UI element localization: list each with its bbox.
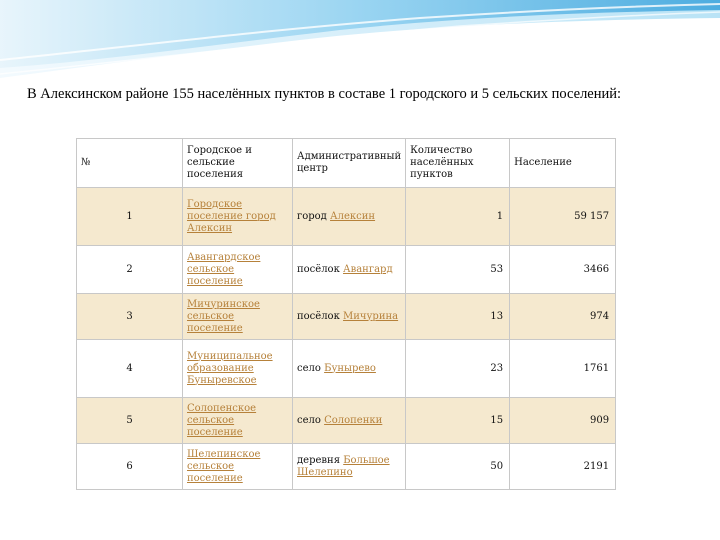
table-row bbox=[77, 294, 616, 340]
settlements-table bbox=[76, 138, 616, 490]
cell-num: 4 bbox=[77, 340, 183, 398]
center-link[interactable]: Большое Шелепино bbox=[297, 454, 390, 478]
cell-num: 1 bbox=[77, 188, 183, 246]
cell-count: 13 bbox=[406, 294, 510, 340]
table-row bbox=[77, 398, 616, 444]
header-population: Население bbox=[510, 139, 616, 188]
center-link[interactable]: Солопенки bbox=[324, 414, 383, 426]
table-row bbox=[77, 246, 616, 294]
cell-count: 50 bbox=[406, 444, 510, 490]
cell-num: 5 bbox=[77, 398, 183, 444]
cell-count: 23 bbox=[406, 340, 510, 398]
settlement-link[interactable]: Авангардское сельское поселение bbox=[187, 251, 261, 287]
cell-num: 3 bbox=[77, 294, 183, 340]
cell-population: 2191 bbox=[510, 444, 616, 490]
center-prefix: посёлок bbox=[297, 310, 340, 322]
cell-population: 59 157 bbox=[510, 188, 616, 246]
cell-population: 1761 bbox=[510, 340, 616, 398]
cell-count: 15 bbox=[406, 398, 510, 444]
cell-population: 3466 bbox=[510, 246, 616, 294]
table-row bbox=[77, 444, 616, 490]
settlement-link[interactable]: Шелепинское сельское поселение bbox=[187, 448, 261, 484]
cell-population: 909 bbox=[510, 398, 616, 444]
center-prefix: деревня bbox=[297, 454, 340, 466]
cell-population: 974 bbox=[510, 294, 616, 340]
settlement-link[interactable]: Мичуринское сельское поселение bbox=[187, 298, 260, 334]
cell-num: 2 bbox=[77, 246, 183, 294]
center-link[interactable]: Мичурина bbox=[343, 310, 399, 322]
header-count: Количество населённых пунктов bbox=[406, 139, 510, 188]
slide-title: В Алексинском районе 155 населённых пунктов в составе 1 городского и 5 сельских поселений: bbox=[27, 86, 622, 102]
header-wave-decoration bbox=[0, 0, 720, 80]
cell-count: 1 bbox=[406, 188, 510, 246]
center-link[interactable]: Авангард bbox=[343, 263, 393, 275]
header-settlement: Городское и сельские поселения bbox=[183, 139, 293, 188]
settlement-link[interactable]: Муниципальное образование Буныревское bbox=[187, 350, 273, 386]
cell-count: 53 bbox=[406, 246, 510, 294]
header-num: № bbox=[77, 139, 183, 188]
settlement-link[interactable]: Солопенское сельское поселение bbox=[187, 402, 257, 438]
settlement-link[interactable]: Городское поселение город Алексин bbox=[187, 198, 276, 234]
table-header-row bbox=[77, 139, 616, 188]
center-prefix: город bbox=[297, 210, 327, 222]
header-center: Административный центр bbox=[293, 139, 406, 188]
center-prefix: село bbox=[297, 362, 321, 374]
center-prefix: посёлок bbox=[297, 263, 340, 275]
table-row bbox=[77, 188, 616, 246]
table-row bbox=[77, 340, 616, 398]
center-link[interactable]: Алексин bbox=[330, 210, 376, 222]
center-prefix: село bbox=[297, 414, 321, 426]
cell-num: 6 bbox=[77, 444, 183, 490]
center-link[interactable]: Бунырево bbox=[324, 362, 376, 374]
